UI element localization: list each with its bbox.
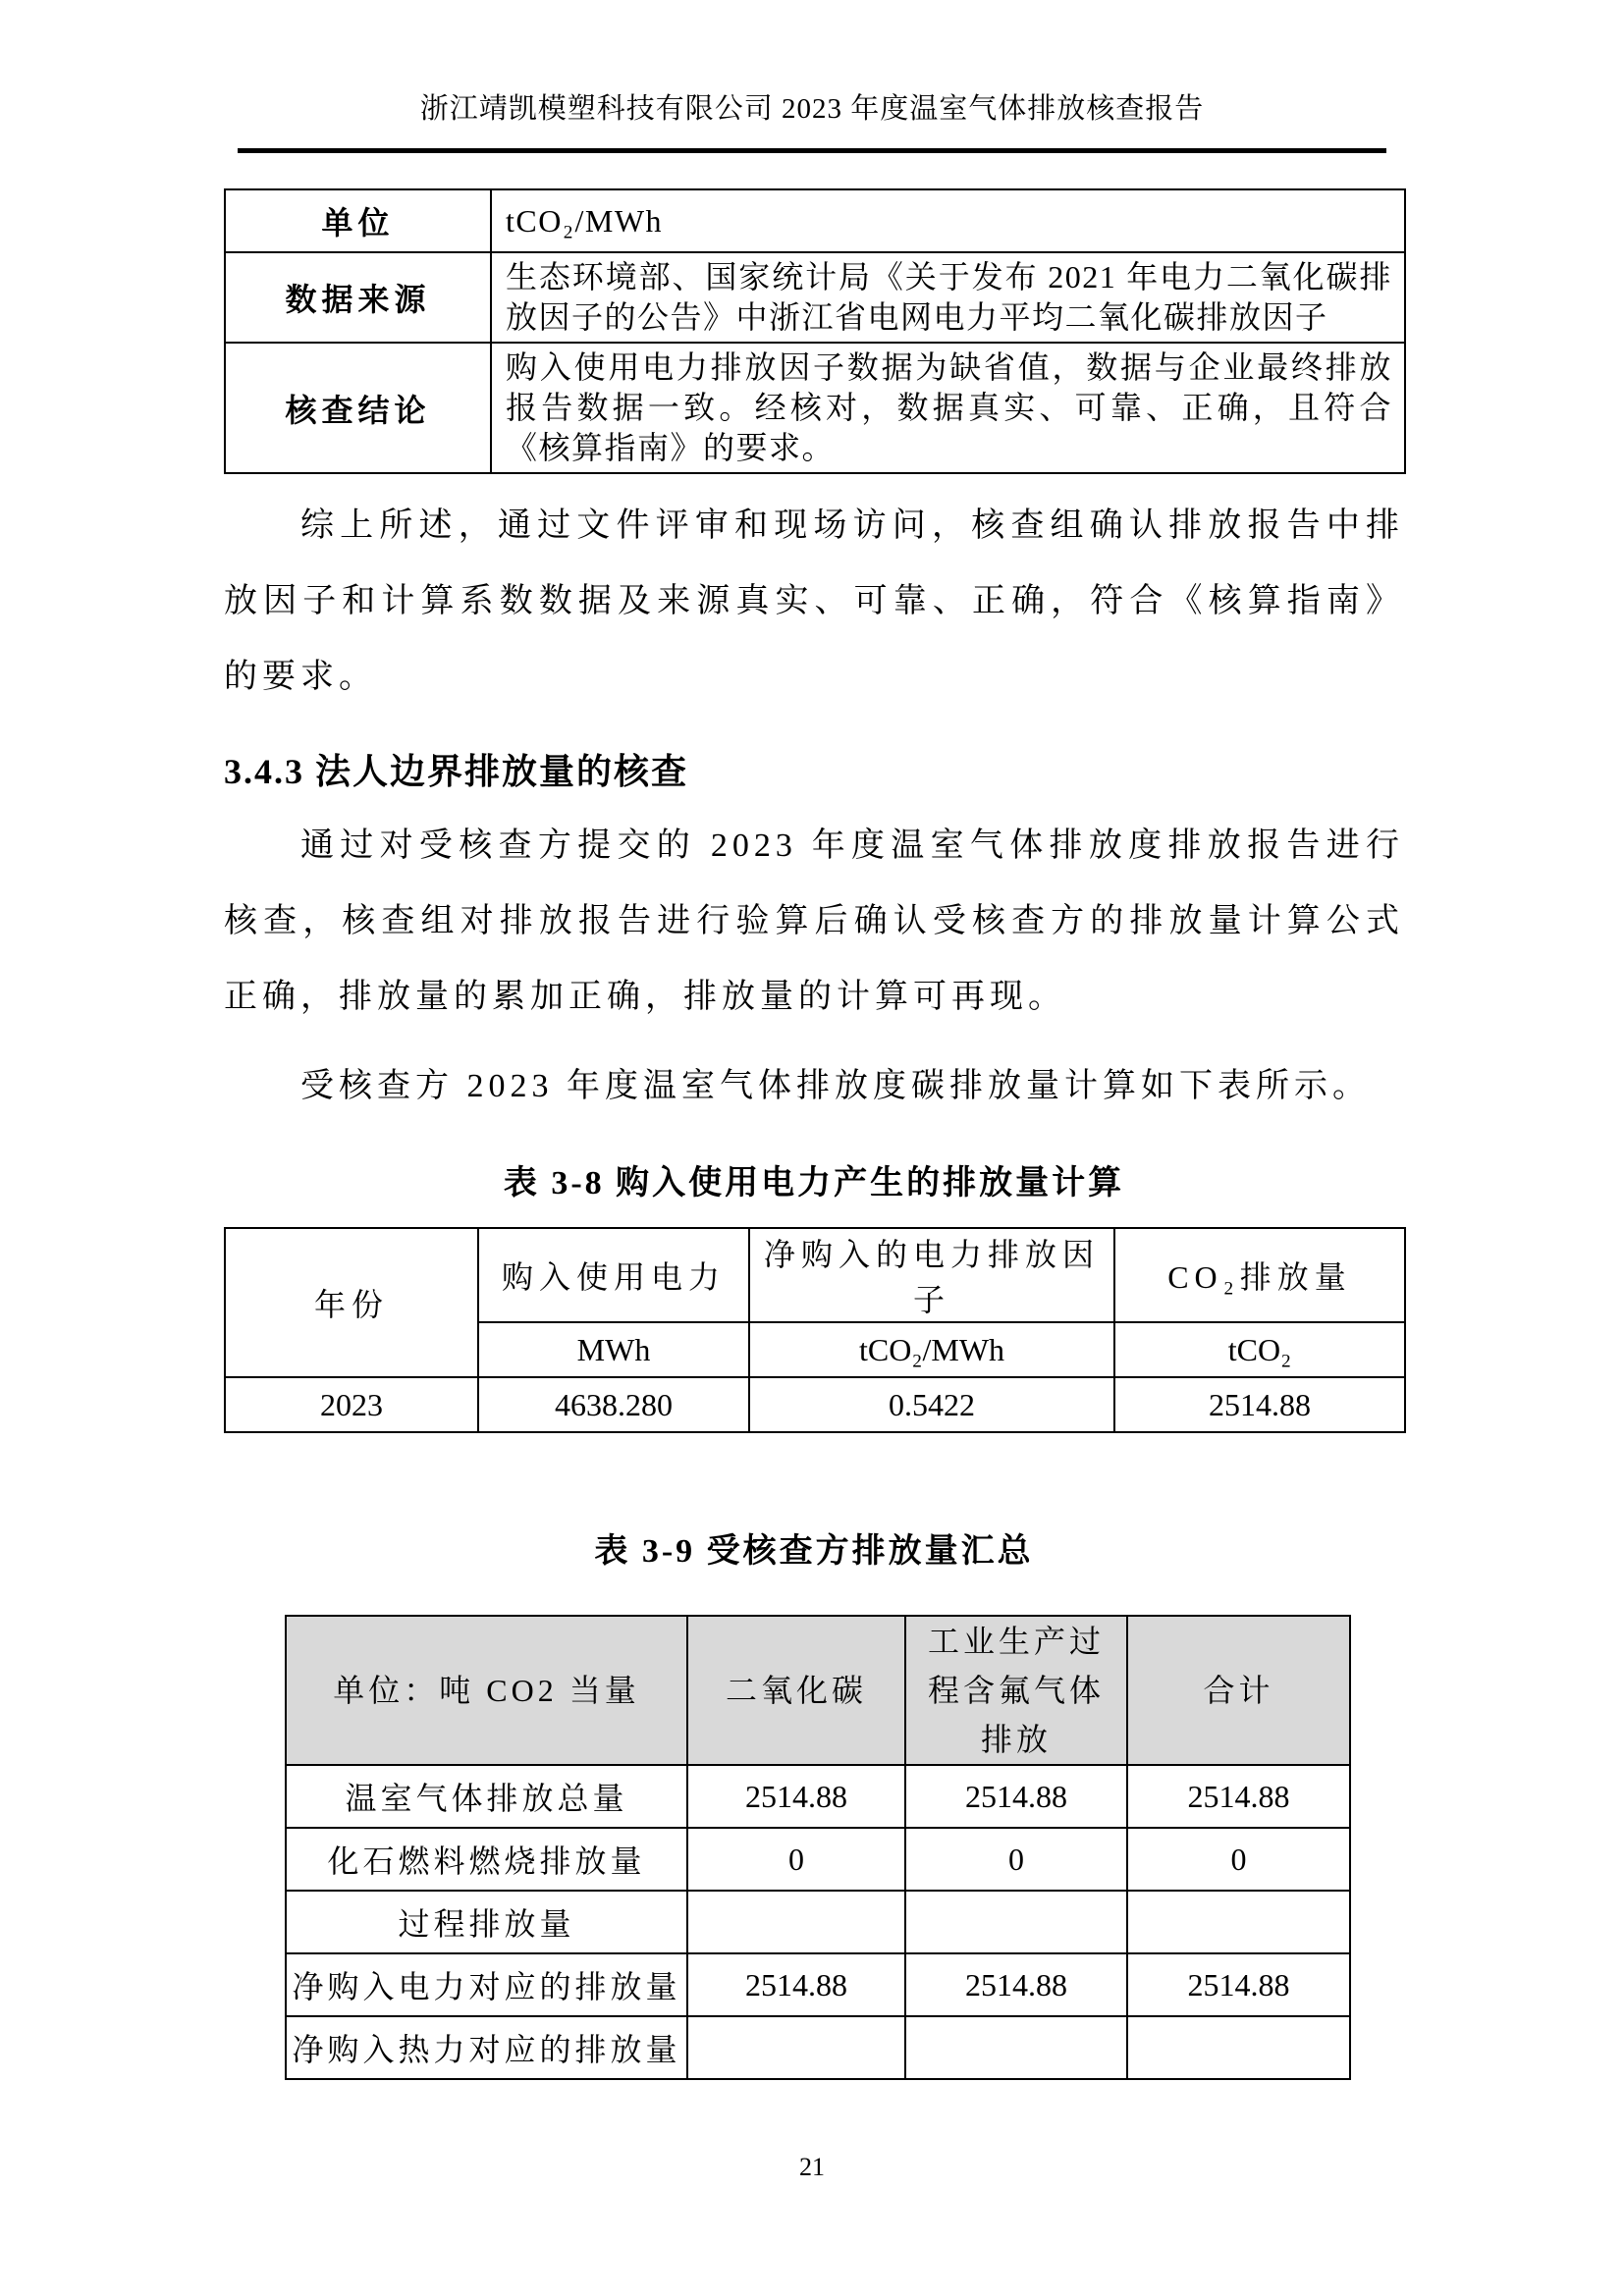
page-number: 21 bbox=[799, 2153, 825, 2181]
value-cell bbox=[905, 1891, 1127, 1953]
table-row bbox=[286, 2016, 1350, 2079]
table-row bbox=[225, 343, 1405, 473]
value-cell bbox=[1127, 2016, 1350, 2079]
row-label-total-ghg: 温室气体排放总量 bbox=[286, 1765, 687, 1828]
table-3-9-caption: 表 3-9 受核查方排放量汇总 bbox=[594, 1533, 1034, 1570]
value-cell: 2514.88 bbox=[1127, 1953, 1350, 2016]
emission-factor-table bbox=[224, 188, 1406, 474]
row-label-fossil-fuel: 化石燃料燃烧排放量 bbox=[286, 1828, 687, 1891]
table-header-row bbox=[225, 1228, 1405, 1322]
co2-emission-header-cell: CO₂排放量 bbox=[1114, 1228, 1405, 1322]
table-row bbox=[286, 1953, 1350, 2016]
row-label-net-electricity: 净购入电力对应的排放量 bbox=[286, 1953, 687, 2016]
unit-tco2-cell: tCO₂ bbox=[1114, 1322, 1405, 1377]
unit-value: tCO₂/MWh bbox=[491, 189, 1405, 252]
value-cell: 0 bbox=[1127, 1828, 1350, 1891]
header-rule bbox=[238, 148, 1386, 153]
year-value-cell: 2023 bbox=[225, 1377, 478, 1432]
value-cell bbox=[687, 1891, 905, 1953]
table-row bbox=[286, 1765, 1350, 1828]
value-cell: 2514.88 bbox=[687, 1765, 905, 1828]
table-row bbox=[286, 1828, 1350, 1891]
value-cell bbox=[687, 2016, 905, 2079]
value-cell: 2514.88 bbox=[905, 1765, 1127, 1828]
page-content bbox=[0, 188, 1624, 2080]
value-cell: 2514.88 bbox=[687, 1953, 905, 2016]
value-cell: 2514.88 bbox=[905, 1953, 1127, 2016]
electricity-value-cell: 4638.280 bbox=[478, 1377, 749, 1432]
row-label-process-emission: 过程排放量 bbox=[286, 1891, 687, 1953]
factor-value-cell: 0.5422 bbox=[749, 1377, 1114, 1432]
co2-header-cell: 二氧化碳 bbox=[687, 1616, 905, 1765]
emission-summary-table bbox=[285, 1615, 1351, 2080]
emission-value-cell: 2514.88 bbox=[1114, 1377, 1405, 1432]
table-3-9-wrapper bbox=[224, 1615, 1404, 2080]
page-header bbox=[0, 0, 1624, 153]
table-header-row bbox=[286, 1616, 1350, 1765]
year-header-cell: 年份 bbox=[225, 1228, 478, 1377]
net-purchased-factor-header-cell: 净购入的电力排放因子 bbox=[749, 1228, 1114, 1322]
purchased-electricity-emission-table bbox=[224, 1227, 1406, 1433]
conclusion-value: 购入使用电力排放因子数据为缺省值，数据与企业最终排放报告数据一致。经核对，数据真实、可靠、正确，且符合《核算指南》的要求。 bbox=[491, 343, 1405, 473]
row-label-net-heat: 净购入热力对应的排放量 bbox=[286, 2016, 687, 2079]
table-row bbox=[225, 252, 1405, 343]
summary-paragraph: 综上所述，通过文件评审和现场访问，核查组确认排放报告中排放因子和计算系数数据及来源真实、可靠、正确，符合《核算指南》的要求。 bbox=[224, 507, 1404, 695]
section-body-paragraph: 通过对受核查方提交的 2023 年度温室气体排放度排放报告进行核查，核查组对排放报告进行验算后确认受核查方的排放量计算公式正确，排放量的累加正确，排放量的计算可再现。 bbox=[224, 828, 1404, 1015]
section-heading-3-4-3: 3.4.3 法人边界排放量的核查 bbox=[224, 752, 689, 791]
table-row bbox=[225, 189, 1405, 252]
row-label-conclusion: 核查结论 bbox=[225, 343, 491, 473]
total-header-cell: 合计 bbox=[1127, 1616, 1350, 1765]
value-cell bbox=[1127, 1891, 1350, 1953]
value-cell: 2514.88 bbox=[1127, 1765, 1350, 1828]
value-cell: 0 bbox=[905, 1828, 1127, 1891]
table-intro-paragraph: 受核查方 2023 年度温室气体排放度碳排放量计算如下表所示。 bbox=[300, 1068, 1371, 1104]
industrial-fluorinated-header-cell: 工业生产过程含氟气体排放 bbox=[905, 1616, 1127, 1765]
unit-tco2-mwh-cell: tCO₂/MWh bbox=[749, 1322, 1114, 1377]
unit-header-cell: 单位：吨 CO2 当量 bbox=[286, 1616, 687, 1765]
row-label-unit: 单位 bbox=[225, 189, 491, 252]
unit-mwh-cell: MWh bbox=[478, 1322, 749, 1377]
value-cell bbox=[905, 2016, 1127, 2079]
row-label-data-source: 数据来源 bbox=[225, 252, 491, 343]
value-cell: 0 bbox=[687, 1828, 905, 1891]
purchased-electricity-header-cell: 购入使用电力 bbox=[478, 1228, 749, 1322]
table-3-8-caption: 表 3-8 购入使用电力产生的排放量计算 bbox=[503, 1165, 1125, 1201]
table-row bbox=[286, 1891, 1350, 1953]
table-data-row bbox=[225, 1377, 1405, 1432]
data-source-value: 生态环境部、国家统计局《关于发布 2021 年电力二氧化碳排放因子的公告》中浙江省电网电力平均二氧化碳排放因子 bbox=[491, 252, 1405, 343]
report-title: 浙江靖凯模塑科技有限公司 2023 年度温室气体排放核查报告 bbox=[419, 93, 1205, 125]
